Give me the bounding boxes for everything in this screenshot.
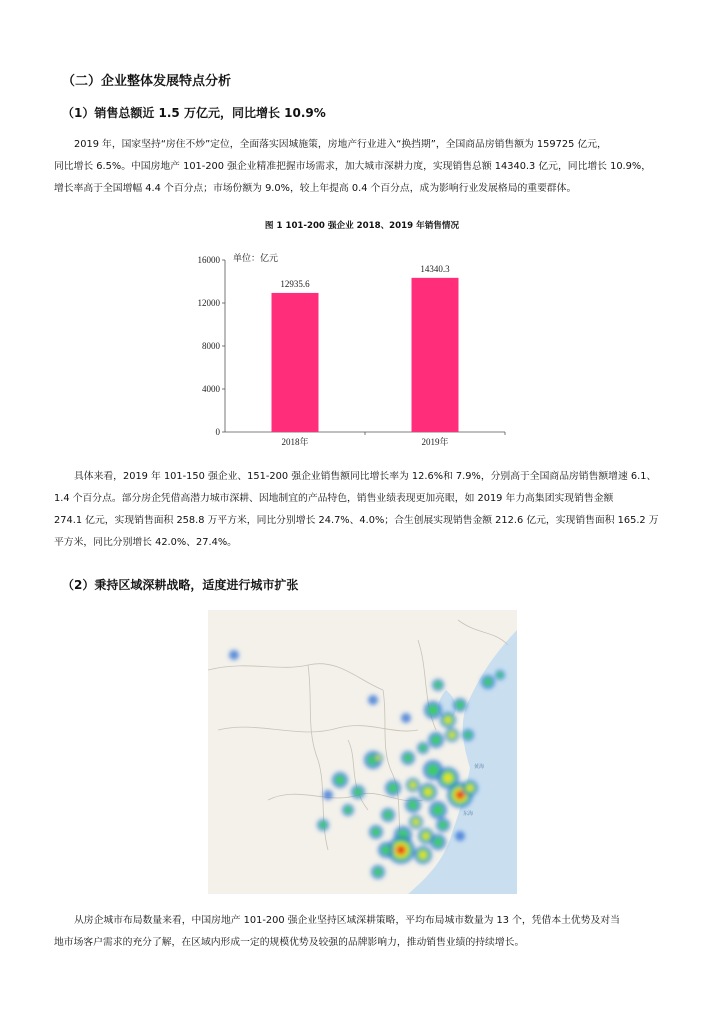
text-line: 同比增长 6.5%。中国房地产 101-200 强企业精准把握市场需求，加大城市深耕力度，实现销售总额 14340.3 亿元，同比增长 10.9%， [54,161,652,172]
heat-spot [428,705,439,716]
heat-spot [439,821,447,829]
sea-label-east: 东海 [463,811,474,817]
heat-spot [408,800,418,810]
bar-2018年 [272,293,319,432]
heat-spot [449,732,455,738]
heat-spot [368,695,378,705]
heat-spot [424,788,432,796]
text-line: 2019 年，国家坚持“房住不炒”定位，全面落实因城施策，房地产行业进入“换挡期”，全国商品房销售额为 159725 亿元， [74,139,607,150]
x-tick-label: 2019年 [421,437,449,447]
text-line: 平方米，同比分别增长 42.0%、27.4%。 [54,537,237,548]
heat-spot [384,811,392,819]
y-tick-label: 16000 [197,255,220,265]
heat-spot [388,783,398,793]
heat-spot [456,791,465,800]
heat-spot [410,782,416,788]
heat-spot [413,819,419,825]
bar-value-label: 12935.6 [280,278,310,289]
text-line: 地市场客户需求的充分了解，在区域内形成一定的规模优势及较强的品牌影响力，推动销售业绩的持续增长。 [54,937,525,948]
heat-spot [319,821,326,828]
heat-spot [419,744,426,751]
heat-spot [445,717,452,724]
paragraph-details [54,466,674,554]
sales-bar-chart [190,245,510,455]
figure1-caption: 图 1 101-200 强企业 2018、2019 年销售情况 [264,221,460,231]
sea-label-yellow: 黄海 [474,764,485,770]
bar-2019年 [412,278,459,432]
text-line: 274.1 亿元，实现销售面积 258.8 万平方米，同比分别增长 24.7%、4.0%；合生创展实现销售金额 212.6 亿元，实现销售面积 165.2 万 [54,515,659,526]
heat-spot [419,851,427,859]
heat-spot [427,764,439,776]
heat-spot [433,837,443,847]
text-line: 具体来看，2019 年 101-150 强企业、151-200 强企业销售额同比增长率为 12.6%和 7.9%，分别高于全国商品房销售额增速 6.1、 [74,471,657,482]
heat-spot [372,828,380,836]
heat-spot [344,806,351,813]
y-tick-label: 4000 [202,384,220,394]
heat-spot [335,775,345,785]
heat-spot [229,650,239,660]
map-canvas [208,610,517,894]
chart-unit-label: 单位：亿元 [233,254,279,264]
y-tick-label: 8000 [202,341,220,351]
heat-spot [401,713,411,723]
heat-spot [323,790,333,800]
heat-spot [434,681,441,688]
heat-spot [443,773,452,782]
heat-spot [484,678,492,686]
text-line: 从房企城市布局数量来看，中国房地产 101-200 强企业坚持区域深耕策略，平均布局城市数量为 13 个，凭借本土优势及对当 [74,915,620,926]
paragraph-sales [54,134,674,200]
heat-spot [464,731,471,738]
heat-spot [423,833,430,840]
x-tick-label: 2018年 [281,437,309,447]
heat-spot [431,735,441,745]
paragraph-layout [54,910,674,954]
heat-spot [354,788,362,796]
text-line: 1.4 个百分点。部分房企凭借高潜力城市深耕、因地制宜的产品特色，销售业绩表现更加亮眼，如 2019 年力高集团实现销售金额 [54,493,614,504]
heat-spot [381,845,391,855]
heat-spot [374,868,382,876]
heat-spot [433,805,444,816]
heat-spot [376,756,380,760]
heat-spot [497,672,503,678]
subsection-title-region: （2）秉持区域深耕战略，适度进行城市扩张 [62,578,299,592]
city-heat-map [208,610,517,894]
heat-spot [404,754,412,762]
y-tick-label: 0 [215,427,220,437]
section-title: （二）企业整体发展特点分析 [62,74,232,89]
heat-spot [467,785,474,792]
text-line: 增长率高于全国增幅 4.4 个百分点；市场份额为 9.0%，较上年提高 0.4 个百分点，成为影响行业发展格局的重要群体。 [54,183,577,194]
heat-spot [455,831,465,841]
heat-spot [396,845,405,854]
heat-spot [456,701,464,709]
y-tick-label: 12000 [197,298,220,308]
subsection-title-sales: （1）销售总额近 1.5 万亿元，同比增长 10.9% [62,106,326,120]
bar-value-label: 14340.3 [420,263,450,274]
